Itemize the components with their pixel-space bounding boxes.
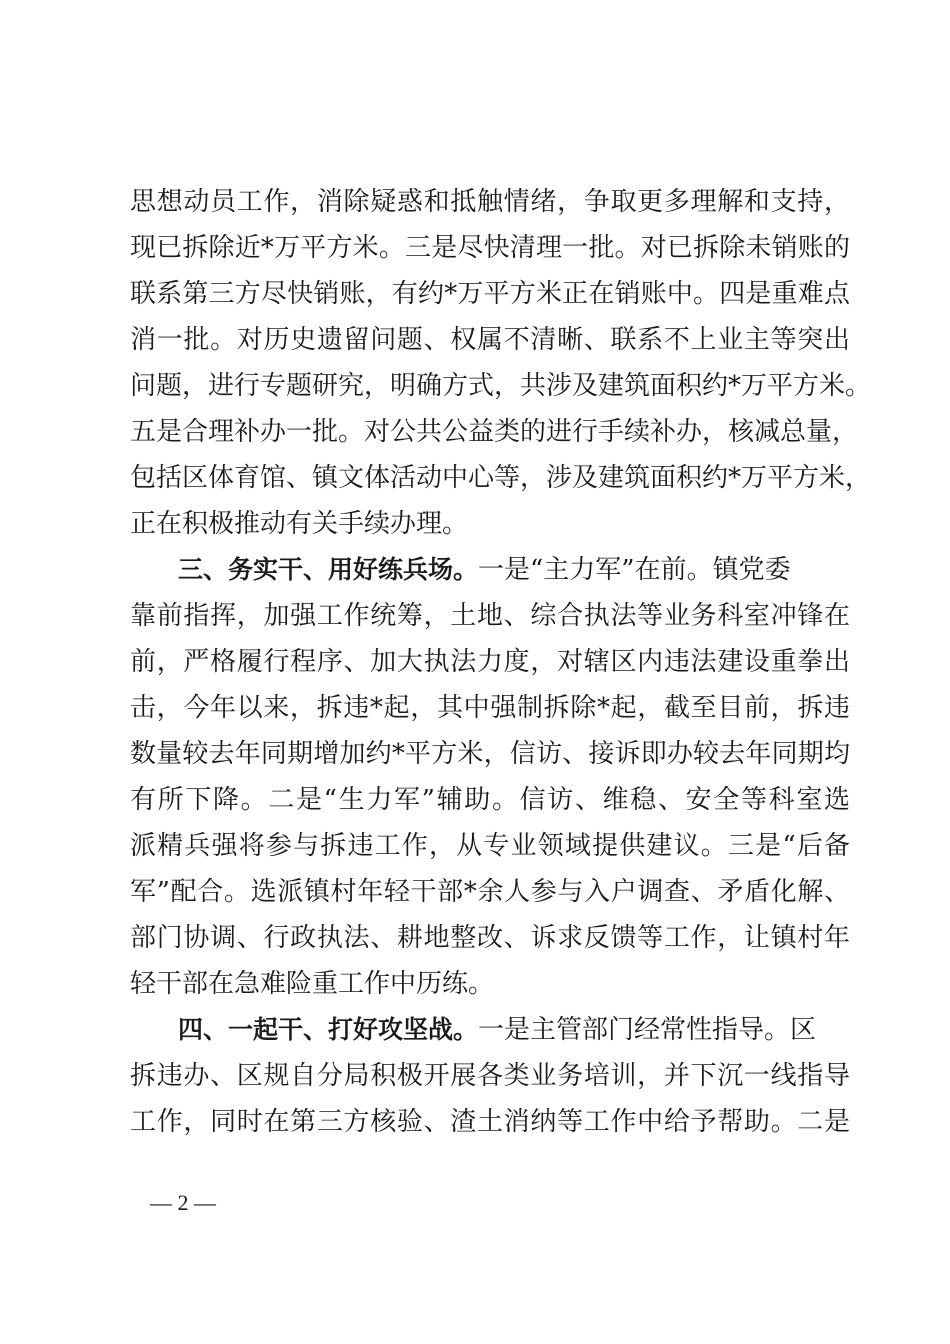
paragraph-line: 工作，同时在第三方核验、渣土消纳等工作中给予帮助。二是: [130, 1107, 850, 1137]
paragraph-line: 击，今年以来，拆违*起，其中强制拆除*起，截至目前，拆违: [130, 693, 850, 723]
paragraph-line: 军”配合。选派镇村年轻干部*余人参与入户调查、矛盾化解、: [130, 877, 850, 907]
section-three-heading: 三、务实干、用好练兵场。: [178, 555, 479, 584]
section-four-first-line: [178, 1010, 850, 1050]
paragraph-line: 数量较去年同期增加约*平方米，信访、接诉即办较去年同期均: [130, 739, 850, 769]
paragraph-line: 思想动员工作，消除疑惑和抵触情绪，争取更多理解和支持，: [130, 187, 850, 217]
section-four-first-line-text: 一是主管部门经常性指导。区: [478, 1015, 817, 1045]
section-three-first-line-text: 一是“主力军”在前。镇党委: [478, 555, 791, 585]
paragraph-line: 拆违办、区规自分局积极开展各类业务培训，并下沉一线指导: [130, 1061, 850, 1091]
page-number: — 2 —: [150, 1190, 216, 1215]
paragraph-line: 消一批。对历史遗留问题、权属不清晰、联系不上业主等突出: [130, 325, 850, 355]
paragraph-line: 问题，进行专题研究，明确方式，共涉及建筑面积约*万平方米。: [130, 371, 872, 401]
paragraph-line: 现已拆除近*万平方米。三是尽快清理一批。对已拆除未销账的: [130, 233, 850, 263]
section-four-heading: 四、一起干、打好攻坚战。: [178, 1015, 479, 1044]
paragraph-line: 包括区体育馆、镇文体活动中心等，涉及建筑面积约*万平方米，: [130, 463, 872, 493]
paragraph-line: 正在积极推动有关手续办理。: [130, 509, 469, 539]
paragraph-line: 联系第三方尽快销账，有约*万平方米正在销账中。四是重难点: [130, 279, 850, 309]
paragraph-line: 轻干部在急难险重工作中历练。: [130, 969, 495, 999]
section-three-first-line: [178, 550, 850, 590]
paragraph-line: 部门协调、行政执法、耕地整改、诉求反馈等工作，让镇村年: [130, 923, 850, 953]
paragraph-line: 五是合理补办一批。对公共公益类的进行手续补办，核减总量，: [130, 417, 859, 447]
paragraph-line: 派精兵强将参与拆违工作，从专业领域提供建议。三是“后备: [130, 831, 850, 861]
paragraph-line: 前，严格履行程序、加大执法力度，对辖区内违法建设重拳出: [130, 647, 850, 677]
paragraph-line: 有所下降。二是“生力军”辅助。信访、维稳、安全等科室选: [130, 785, 850, 815]
paragraph-line: 靠前指挥，加强工作统筹，土地、综合执法等业务科室冲锋在: [130, 601, 850, 631]
